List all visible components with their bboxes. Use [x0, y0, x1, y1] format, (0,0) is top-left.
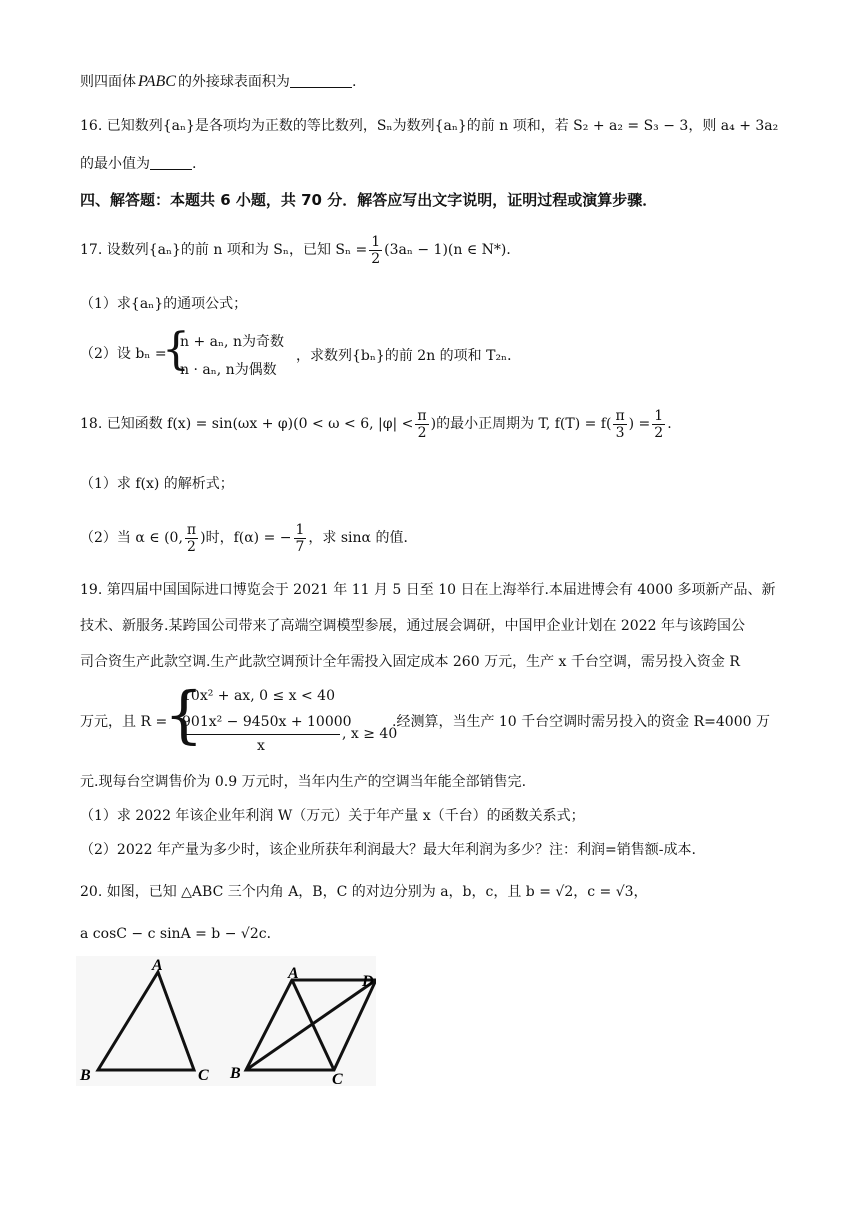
text: 17. 设数列{aₙ}的前 n 项和为 Sₙ，已知 Sₙ = [80, 242, 368, 258]
fraction: $\frac{\pi}{3}$ [615, 407, 625, 441]
text: 则四面体 [80, 74, 136, 90]
q18-part2 [80, 518, 417, 558]
q17-part2-tail: ，求数列{bₙ}的前 2n 的项和 T₂ₙ． [296, 348, 522, 364]
text: . [667, 416, 672, 432]
brace: { [162, 324, 190, 375]
label-a: A [288, 965, 299, 982]
q16-line2 [80, 154, 196, 174]
fraction-bar [182, 734, 340, 735]
q19-line2: 技术、新服务.某跨国公司带来了高端空调模型参展，通过展会调研，中国甲企业计划在 2022 年与该跨国公 [80, 618, 745, 634]
fraction: $\frac{\pi}{2}$ [186, 521, 197, 555]
answer-blank [290, 73, 352, 88]
text: 的外接球表面积为 [177, 74, 290, 90]
text: ，求 sinα 的值． [308, 530, 418, 546]
q17-part1: （1）求{aₙ}的通项公式； [80, 296, 248, 312]
section-heading: 四、解答题：本题共 6 小题，共 70 分．解答应写出文字说明，证明过程或演算步骤． [80, 191, 658, 209]
fraction: $\frac{1}{2}$ [654, 407, 664, 441]
q19-part2: （2）2022 年产量为多少时，该企业所获年利润最大？最大年利润为多少？注：利润=销售额-成本. [80, 842, 696, 858]
answer-blank [150, 155, 192, 170]
case-2-denominator: x [257, 738, 265, 754]
text: (3aₙ − 1)(n ∈ N*)． [384, 242, 521, 258]
text: . [351, 74, 357, 90]
text: )时，f(α) = − [200, 530, 292, 546]
text: )的最小正周期为 T, f(T) = f( [430, 416, 612, 432]
text: （2）当 α ∈ (0, [80, 530, 183, 546]
q19-part1: （1）求 2022 年该企业年利润 W（万元）关于年产量 x（千台）的函数关系式； [80, 808, 585, 824]
text: 的最小值为 [80, 156, 150, 172]
fraction: $\frac{\pi}{2}$ [417, 407, 427, 441]
math-pabc: PABC [138, 73, 176, 90]
case-even: n · aₙ, n为偶数 [180, 362, 277, 378]
text: . [192, 156, 197, 172]
q20-line1: 20. 如图，已知 △ABC 三个内角 A，B，C 的对边分别为 a，b，c，且 b = √2，c = √3， [80, 884, 648, 900]
fraction: $\frac{1}{7}$ [295, 521, 305, 555]
case-1: 10x² + ax, 0 ≤ x < 40 [182, 688, 335, 704]
label-b: B [80, 1067, 91, 1084]
q16-line1: 16. 已知数列{aₙ}是各项均为正数的等比数列，Sₙ为数列{aₙ}的前 n 项和，若 S₂ + a₂ = S₃ − 3，则 a₄ + 3a₂ [80, 118, 779, 134]
case-odd: n + aₙ, n为奇数 [180, 334, 284, 350]
q19-line4-tail: .经测算，当生产 10 千台空调时需另投入的资金 R=4000 万 [392, 714, 770, 730]
q15-tail [80, 72, 356, 92]
q20-line2: a cosC − c sinA = b − √2c． [80, 926, 281, 942]
label-c: C [198, 1067, 209, 1084]
q18-stem [80, 404, 672, 444]
q17-stem [80, 232, 520, 268]
q19-line3: 司合资生产此款空调.生产此款空调预计全年需投入固定成本 260 万元，生产 x 千台空调，需另投入资金 R [80, 654, 740, 670]
text: 18. 已知函数 f(x) = sin(ωx + φ)(0 < ω < 6, |φ| < [80, 416, 414, 432]
q19-line1: 19. 第四届中国国际进口博览会于 2021 年 11 月 5 日至 10 日在上海举行.本届进博会有 4000 多项新产品、新 [80, 582, 776, 598]
label-a: A [152, 957, 163, 974]
q19-line4-label: 万元，且 R = [80, 714, 168, 730]
fraction: $\frac{1}{2}$ [371, 233, 381, 267]
geometry-figure [76, 956, 376, 1086]
q18-part1: （1）求 f(x) 的解析式； [80, 476, 234, 492]
case-2-condition: , x ≥ 40 [342, 726, 398, 742]
q19-line5: 元.现每台空调售价为 0.9 万元时，当年内生产的空调当年能全部销售完. [80, 774, 527, 790]
label-d: D [362, 973, 374, 990]
label-b: B [230, 1065, 241, 1082]
brace: { [164, 678, 204, 751]
text: ) = [628, 416, 651, 432]
label-c: C [332, 1071, 343, 1086]
q17-part2-label: （2）设 bₙ = [80, 346, 167, 362]
case-2-numerator: 901x² − 9450x + 10000 [182, 714, 352, 730]
